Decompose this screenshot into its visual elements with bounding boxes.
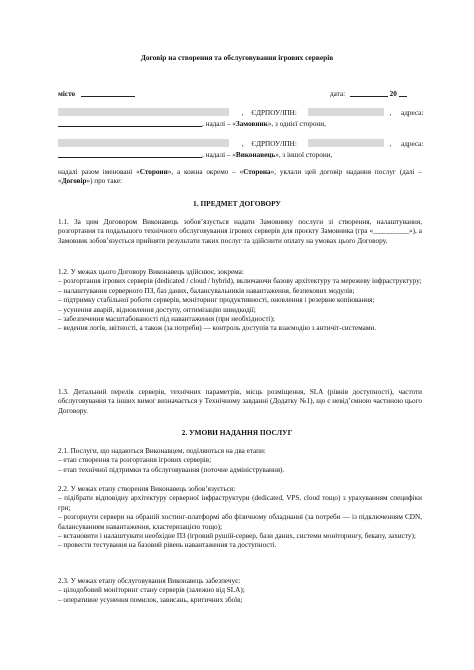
- date-line: [330, 88, 407, 99]
- clause-1-2: 1.2. У межах цього Договору Виконавець здійснює, зокрема: – розгортання ігрових серверів (dedicated / cloud / hybrid), включаючи базову архітектуру та мережеву інфраструктуру; – налаштування серверного ПЗ, баз даних, балансувальників навантаження, безпекових модулів; – підтримку стабільної роботи серверів, моніторинг продуктивності, оновлення і резервне копіювання; – усунення аварій, відновлення доступу, оптимізацію швидкодії; – забезпечення масштабованості під навантаження (при необхідності); – ведення логів, звітності, а також (за потреби) — контроль доступів та взаємодію з античіт-системами.: [58, 268, 422, 333]
- party2-address-label: адреса:: [401, 140, 424, 148]
- party2-line2: , надалі – «Виконавець», з іншої сторони,: [58, 149, 332, 160]
- party2-edrpou-field[interactable]: [308, 139, 384, 147]
- party2-name-field[interactable]: [58, 139, 229, 147]
- list-item: – розгортання ігрових серверів (dedicated / cloud / hybrid), включаючи базову архітектуру та мережеву інфраструктуру;: [58, 277, 422, 286]
- party1-role: Замовник: [235, 120, 268, 128]
- list-item: – провести тестування на базовий рівень навантаження та доступності.: [58, 541, 277, 550]
- clause-1-3: 1.3. Детальний перелік серверів, технічних параметрів, місць розміщення, SLA (рівнів доступності), частоти обслуговування та інших вимог визначається у Технічному завданні (Додатку №1), що є невід’ємною частиною цього Договору.: [58, 388, 422, 415]
- year-field[interactable]: [399, 88, 407, 97]
- party1-address-label: адреса:: [401, 109, 424, 117]
- list-item: – ведення логів, звітності, а також (за потреби) — контроль доступів та взаємодію з античіт-системами.: [58, 324, 377, 333]
- clause-2-3: 2.3. У межах етапу обслуговування Виконавець забезпечує: – цілодобовий моніторинг стану серверів (залежно від SLA); – оперативне усунення помилок, зависань, критичних збоїв;: [58, 577, 422, 605]
- section2-heading: 2. УМОВИ НАДАННЯ ПОСЛУГ: [181, 428, 293, 437]
- party2-edrpou-label: ЄДРПОУ/ІПН:: [251, 140, 297, 148]
- party1-address-field[interactable]: [58, 118, 202, 127]
- year-label: 20: [389, 90, 397, 98]
- list-item: – розгорнути сервери на обраній хостинг-платформі або фізичному обладнанні (за потреби — із підключенням CDN, балансуванням навантаження, кластеризацією тощо);: [58, 513, 422, 531]
- party2-role: Виконавець: [235, 151, 276, 159]
- list-item: – оперативне усунення помилок, зависань, критичних збоїв;: [58, 595, 243, 604]
- party2-line1: , ЄДРПОУ/ІПН: , адреса:: [58, 139, 423, 149]
- party1-line1: , ЄДРПОУ/ІПН: , адреса:: [58, 108, 423, 118]
- date-label: дата:: [330, 90, 346, 98]
- city-field[interactable]: [81, 88, 135, 97]
- list-item: – етап створення та розгортання ігрових серверів;: [58, 456, 212, 465]
- list-item: – усунення аварій, відновлення доступу, оптимізацію швидкодії;: [58, 305, 256, 314]
- city-label: місто: [58, 90, 76, 98]
- city-line: [58, 88, 135, 99]
- party1-name-field[interactable]: [58, 108, 229, 116]
- party2-address-field[interactable]: [58, 149, 202, 158]
- clause-1-1: 1.1. За цим Договором Виконавець зобов’язується надати Замовнику послуги зі створення, налаштування, розгортання та подальшого технічного обслуговування ігрових серверів для проєкту Замовника (гра «__________»), а Замовник зобов’язується прийняти результати таких послуг та здійснити оплату на умовах цього Договору.: [58, 218, 422, 245]
- date-field[interactable]: [350, 88, 388, 97]
- clause-2-1: 2.1. Послуги, що надаються Виконавцем, поділяються на два етапи: – етап створення та розгортання ігрових серверів; – етап технічної підтримки та обслуговування (поточне адміністрування).: [58, 447, 422, 475]
- list-item: – налаштування серверного ПЗ, баз даних, балансувальників навантаження, безпекових модулів;: [58, 286, 355, 295]
- list-item: – встановити і налаштувати необхідне ПЗ (ігровий рушій-сервер, бази даних, системи моніторингу, бекапу, захисту);: [58, 532, 416, 541]
- document-title: Договір на створення та обслуговування ігрових серверів: [140, 53, 334, 62]
- list-item: – підібрати відповідну архітектуру серверної інфраструктури (dedicated, VPS, cloud тощо) з урахуванням специфіки гри;: [58, 494, 422, 512]
- list-item: – цілодобовий моніторинг стану серверів (залежно від SLA);: [58, 586, 245, 595]
- section1-heading: 1. ПРЕДМЕТ ДОГОВОРУ: [193, 199, 281, 208]
- party1-edrpou-label: ЄДРПОУ/ІПН:: [251, 109, 297, 117]
- list-item: – етап технічної підтримки та обслуговування (поточне адміністрування).: [58, 465, 285, 474]
- clause-2-2: 2.2. У межах етапу створення Виконавець зобов’язується: – підібрати відповідну архітектуру серверної інфраструктури (dedicated, VPS, cloud тощо) з урахуванням специфіки гри; – розгорнути сервери на обраній хостинг-платформі або фізичному обладнанні (за потреби — із підключенням CDN, балансуванням навантаження, кластеризацією тощо); – встановити і налаштувати необхідне ПЗ (ігровий рушій-сервер, бази даних, системи моніторингу, бекапу, захисту); – провести тестування на базовий рівень навантаження та доступності.: [58, 485, 422, 550]
- list-item: – підтримку стабільної роботи серверів, моніторинг продуктивності, оновлення і резервне копіювання;: [58, 296, 375, 305]
- party1-line2: , надалі – «Замовник», з однієї сторони,: [58, 118, 326, 129]
- intro-paragraph: надалі разом іменовані «Сторони», а кожна окремо – «Сторона», уклали цей договір надання послуг (далі – «Договір») про таке:: [58, 168, 422, 186]
- party1-edrpou-field[interactable]: [308, 108, 384, 116]
- list-item: – забезпечення масштабованості під навантаження (при необхідності);: [58, 315, 275, 324]
